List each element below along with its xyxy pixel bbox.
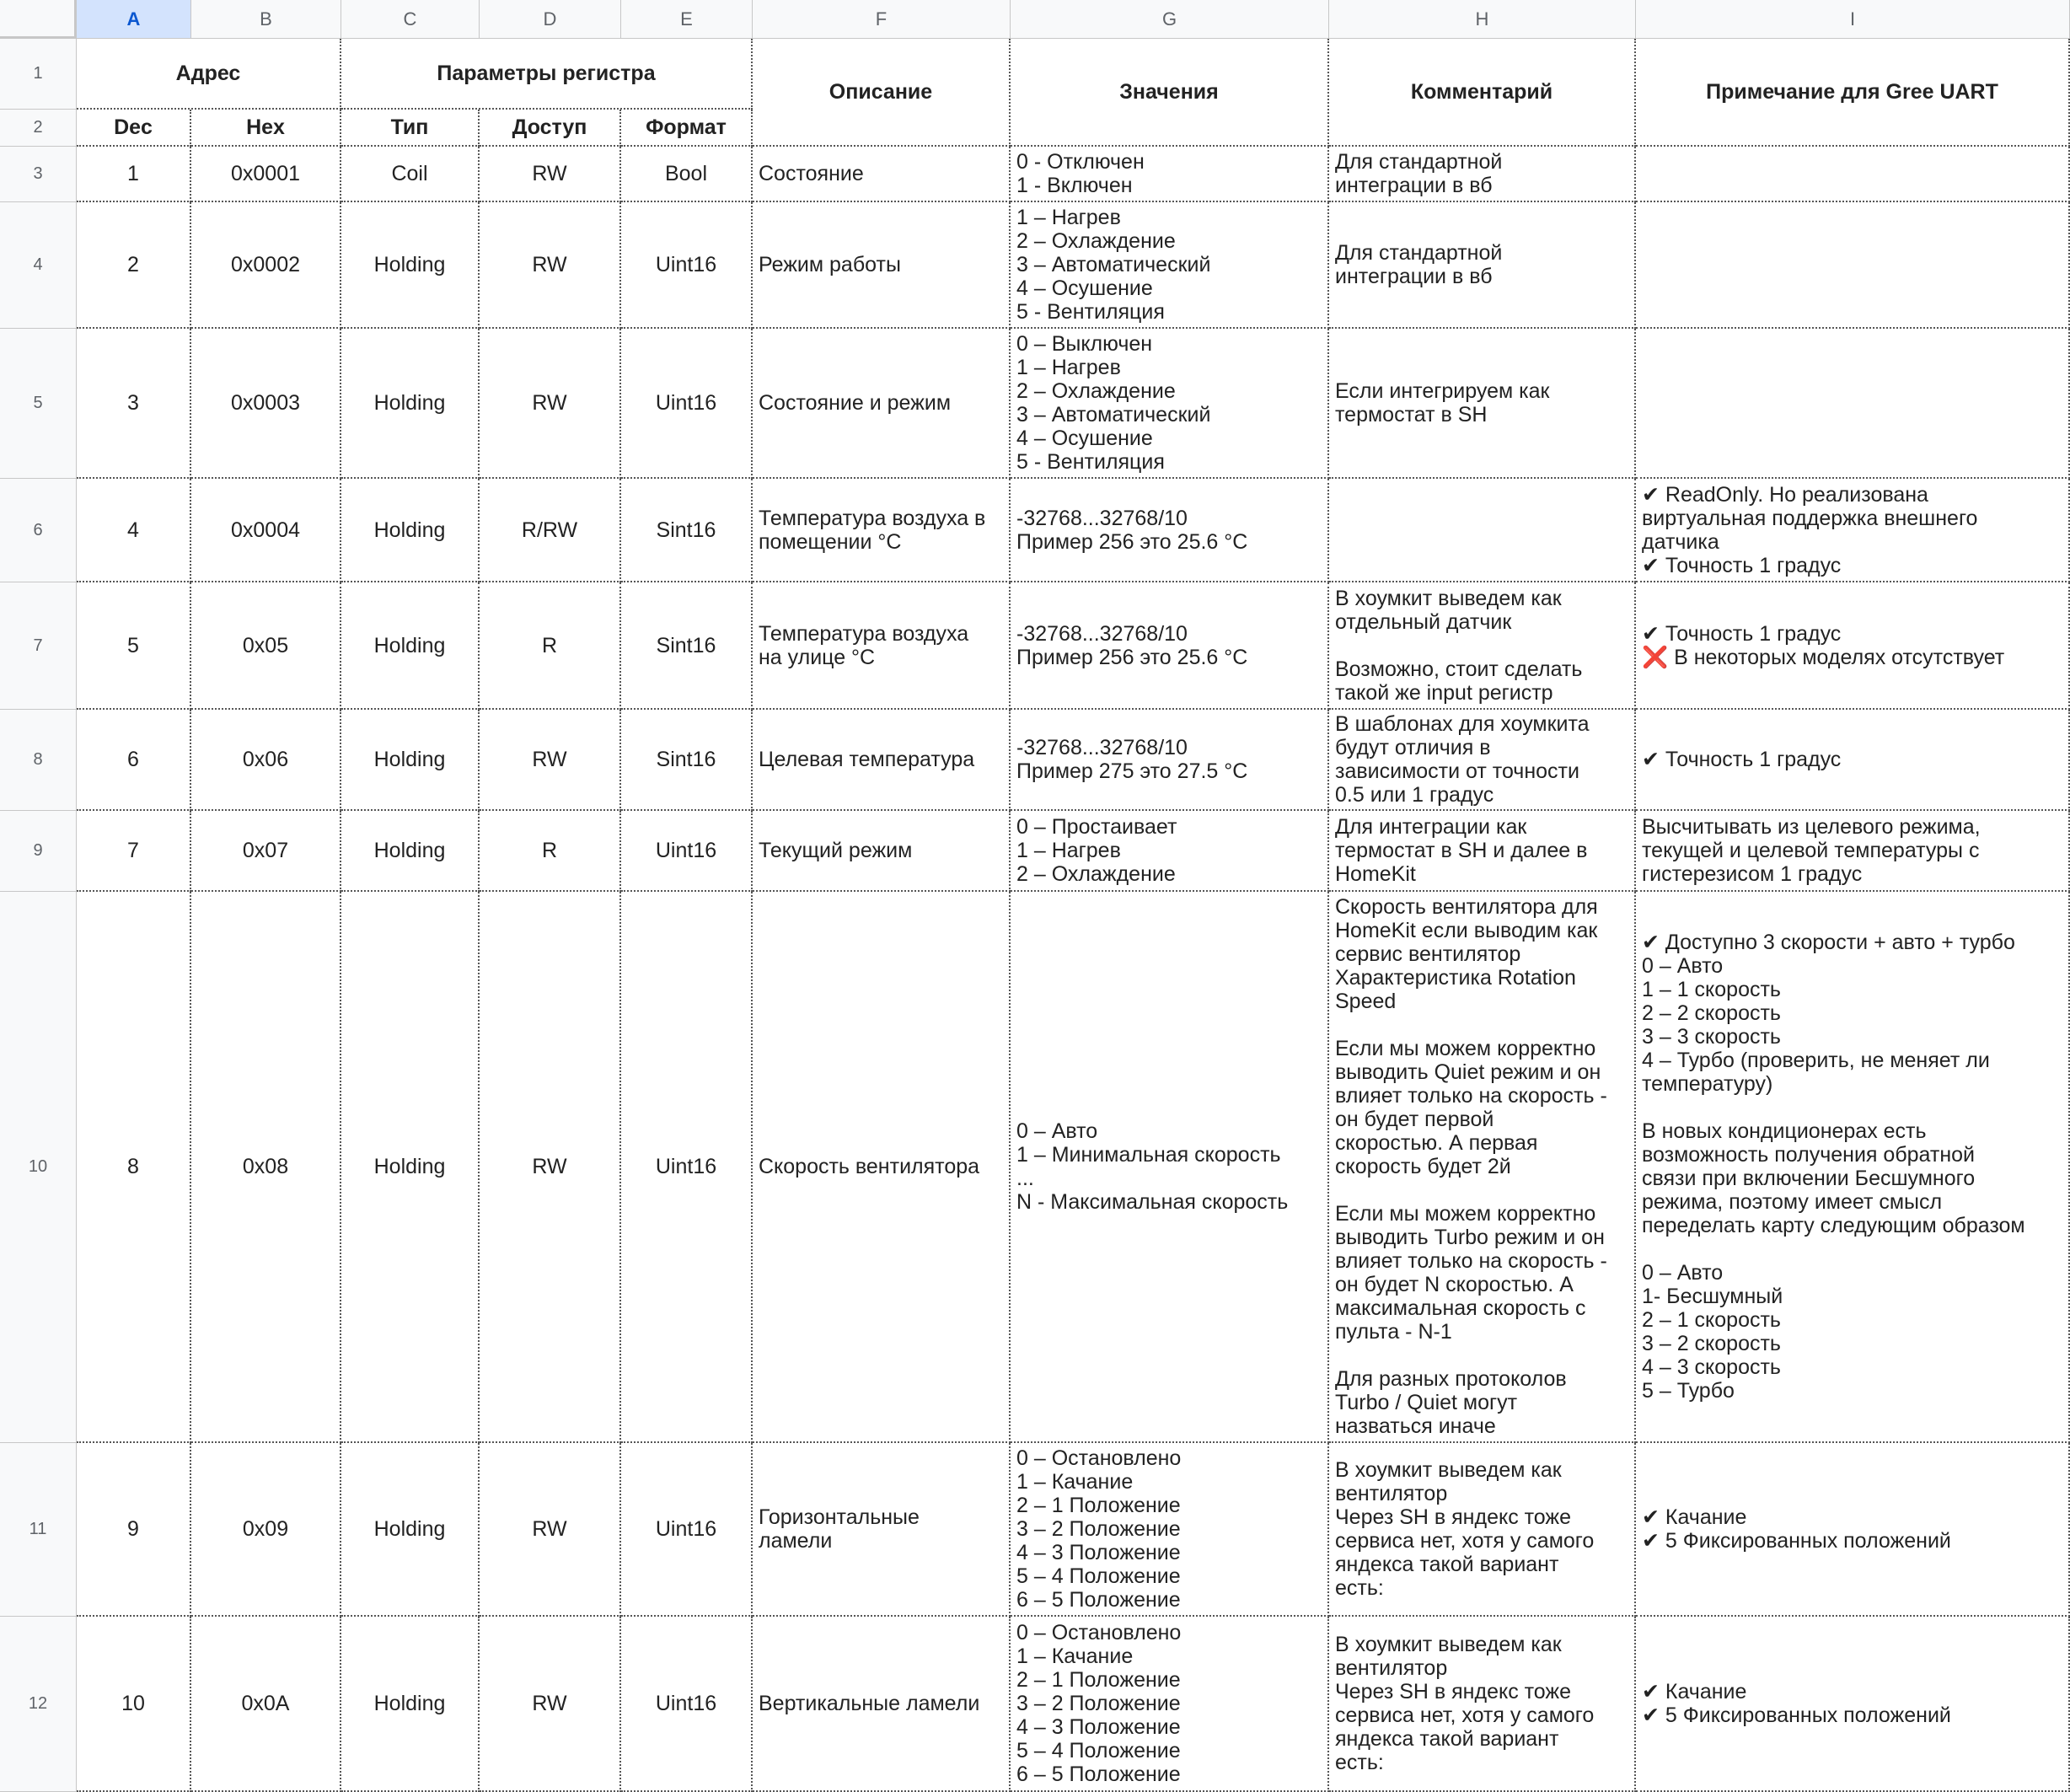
cell-access-row5[interactable] — [480, 329, 621, 479]
cell-format-row10[interactable] — [621, 892, 753, 1443]
cell-dec-row11[interactable] — [77, 1443, 191, 1617]
header-format[interactable] — [621, 110, 753, 147]
cell-desc-row7-text: Температура воздуха на улице °С — [759, 621, 969, 669]
cell-hex-row9-text: 0x07 — [242, 839, 289, 862]
row-header-12[interactable]: 12 — [0, 1617, 77, 1792]
cell-note-row11-text: ✔ Качание ✔ 5 Фиксированных положений — [1642, 1505, 1951, 1553]
cell-values-row6[interactable] — [1011, 479, 1329, 582]
row-header-4[interactable]: 4 — [0, 202, 77, 329]
cell-hex-row7-text: 0x05 — [242, 633, 289, 657]
cell-type-row9[interactable] — [341, 811, 480, 892]
cell-hex-row6-text: 0x0004 — [230, 518, 301, 542]
cell-values-row11-text: 0 – Остановлено 1 – Качание 2 – 1 Положение 3 – 2 Положение 4 – 3 Положение 5 – 4 Положение 6 – 5 Положение — [1016, 1446, 1182, 1612]
cell-format-row5[interactable] — [621, 329, 753, 479]
row-header-5[interactable]: 5 — [0, 329, 77, 479]
header-register-params-text: Параметры регистра — [437, 62, 656, 85]
cell-values-row6-text: -32768...32768/10 Пример 256 это 25.6 °С — [1016, 506, 1248, 554]
cell-type-row11[interactable] — [341, 1443, 480, 1617]
cell-desc-row4[interactable] — [753, 202, 1011, 329]
cell-comment-row9-text: Для интеграции как термостат в SH и далее в HomeKit — [1335, 815, 1588, 886]
cell-desc-row9-text: Текущий режим — [759, 839, 913, 862]
cell-dec-row4[interactable] — [77, 202, 191, 329]
cell-note-row8-text: ✔ Точность 1 градус — [1642, 748, 1842, 771]
cell-comment-row7-text: В хоумкит выведем как отдельный датчик Возможно, стоит сделать такой же input регистр — [1335, 586, 1583, 705]
cell-access-row8-text: RW — [532, 748, 567, 771]
cell-hex-row9[interactable] — [191, 811, 341, 892]
cell-dec-row7-text: 5 — [127, 633, 139, 657]
header-comment-text: Комментарий — [1410, 80, 1553, 104]
cell-desc-row10-text: Скорость вентилятора — [759, 1155, 980, 1178]
cell-hex-row12[interactable] — [191, 1617, 341, 1792]
cell-desc-row3[interactable] — [753, 147, 1011, 202]
cell-dec-row12-text: 10 — [121, 1692, 145, 1715]
cell-type-row10[interactable] — [341, 892, 480, 1443]
cell-hex-row10[interactable] — [191, 892, 341, 1443]
cell-desc-row12-text: Вертикальные ламели — [759, 1692, 980, 1715]
cell-desc-row6[interactable] — [753, 479, 1011, 582]
cell-access-row6[interactable] — [480, 479, 621, 582]
cell-access-row9[interactable] — [480, 811, 621, 892]
header-gree-note-text: Примечание для Gree UART — [1706, 80, 1998, 104]
cell-values-row4[interactable] — [1011, 202, 1329, 329]
cell-dec-row6[interactable] — [77, 479, 191, 582]
cell-access-row7-text: R — [541, 633, 558, 657]
row-header-7[interactable]: 7 — [0, 582, 77, 710]
cell-note-row12[interactable] — [1636, 1617, 2070, 1792]
header-type[interactable] — [341, 110, 480, 147]
cell-access-row12[interactable] — [480, 1617, 621, 1792]
column-header-h[interactable]: H — [1329, 0, 1636, 39]
cell-access-row10[interactable] — [480, 892, 621, 1443]
cell-desc-row12[interactable] — [753, 1617, 1011, 1792]
cell-dec-row10[interactable] — [77, 892, 191, 1443]
cell-desc-row5-text: Состояние и режим — [759, 391, 952, 415]
cell-comment-row12-text: В хоумкит выведем как вентилятор Через SH в яндекс тоже сервиса нет, хотя у самого яндекса такой вариант есть: — [1335, 1633, 1595, 1774]
cell-values-row5-text: 0 – Выключен 1 – Нагрев 2 – Охлаждение 3 – Автоматический 4 – Осушение 5 - Вентиляция — [1016, 332, 1211, 474]
column-header-i[interactable]: I — [1636, 0, 2070, 39]
header-access[interactable] — [480, 110, 621, 147]
cell-type-row8[interactable] — [341, 710, 480, 811]
cell-desc-row11[interactable] — [753, 1443, 1011, 1617]
cell-format-row4-text: Uint16 — [655, 253, 717, 276]
cell-access-row10-text: RW — [532, 1155, 567, 1178]
cell-type-row7[interactable] — [341, 582, 480, 710]
column-header-b[interactable]: B — [191, 0, 341, 39]
header-format-text: Формат — [646, 115, 727, 139]
cell-desc-row11-text: Горизонтальные ламели — [759, 1505, 920, 1553]
cell-hex-row4[interactable] — [191, 202, 341, 329]
header-comment[interactable] — [1329, 39, 1636, 147]
cell-desc-row5[interactable] — [753, 329, 1011, 479]
column-header-c[interactable]: C — [341, 0, 480, 39]
cell-format-row4[interactable] — [621, 202, 753, 329]
cell-access-row4[interactable] — [480, 202, 621, 329]
cell-note-row9[interactable] — [1636, 811, 2070, 892]
cell-format-row11-text: Uint16 — [655, 1517, 717, 1541]
cell-access-row11-text: RW — [532, 1517, 567, 1541]
cell-type-row12[interactable] — [341, 1617, 480, 1792]
cell-note-row11[interactable] — [1636, 1443, 2070, 1617]
cell-format-row3[interactable] — [621, 147, 753, 202]
cell-comment-row8[interactable] — [1329, 710, 1636, 811]
cell-format-row6[interactable] — [621, 479, 753, 582]
cell-hex-row8-text: 0x06 — [242, 748, 289, 771]
header-access-text: Доступ — [512, 115, 587, 139]
cell-hex-row5-text: 0x0003 — [230, 391, 301, 415]
header-dec-text: Dec — [114, 115, 153, 139]
cell-comment-row3-text: Для стандартной интеграции в вб — [1335, 150, 1503, 197]
cell-values-row12-text: 0 – Остановлено 1 – Качание 2 – 1 Положение 3 – 2 Положение 4 – 3 Положение 5 – 4 Положение 6 – 5 Положение — [1016, 1621, 1182, 1786]
cell-format-row10-text: Uint16 — [655, 1155, 717, 1178]
cell-note-row7[interactable] — [1636, 582, 2070, 710]
cell-note-row10-text: ✔ Доступно 3 скорости + авто + турбо 0 – Авто 1 – 1 скорость 2 – 2 скорость 3 – 3 скорость 4 – Турбо (проверить, не меняет ли температуру) В новых кондиционерах есть возможность получения обратной связи при включении Бесшумного режима, поэтому имеет смысл переделать карту следующим образом 0 – Авто 1- Бесшумный 2 – 1 скорость 3 – 2 скорость 4 – 3 скорость 5 – Турбо — [1642, 931, 2025, 1403]
cell-values-row8[interactable] — [1011, 710, 1329, 811]
header-description[interactable] — [753, 39, 1011, 147]
cell-format-row7[interactable] — [621, 582, 753, 710]
cell-dec-row8[interactable] — [77, 710, 191, 811]
row-header-11[interactable]: 11 — [0, 1443, 77, 1617]
cell-format-row6-text: Sint16 — [656, 518, 716, 542]
cell-comment-row8-text: В шаблонах для хоумкита будут отличия в зависимости от точности 0.5 или 1 градус — [1335, 712, 1590, 807]
cell-note-row8[interactable] — [1636, 710, 2070, 811]
column-header-e[interactable]: E — [621, 0, 753, 39]
cell-dec-row9[interactable] — [77, 811, 191, 892]
cell-type-row5-text: Holding — [373, 391, 446, 415]
cell-format-row3-text: Bool — [664, 162, 708, 185]
cell-type-row12-text: Holding — [373, 1692, 446, 1715]
cell-access-row4-text: RW — [532, 253, 567, 276]
cell-type-row8-text: Holding — [373, 748, 446, 771]
header-gree-note[interactable] — [1636, 39, 2070, 147]
cell-values-row10[interactable] — [1011, 892, 1329, 1443]
row-header-6[interactable]: 6 — [0, 479, 77, 582]
cell-type-row5[interactable] — [341, 329, 480, 479]
header-register-params[interactable] — [341, 39, 753, 110]
cell-desc-row7[interactable] — [753, 582, 1011, 710]
cell-format-row9[interactable] — [621, 811, 753, 892]
cell-dec-row11-text: 9 — [127, 1517, 139, 1541]
cell-hex-row3-text: 0x0001 — [230, 162, 301, 185]
cell-values-row3[interactable] — [1011, 147, 1329, 202]
cell-values-row10-text: 0 – Авто 1 – Минимальная скорость ... N - Максимальная скорость — [1016, 1119, 1289, 1214]
cell-dec-row5[interactable] — [77, 329, 191, 479]
cell-format-row9-text: Uint16 — [655, 839, 717, 862]
header-address[interactable] — [77, 39, 341, 110]
cell-access-row7[interactable] — [480, 582, 621, 710]
cell-hex-row12-text: 0x0A — [241, 1692, 290, 1715]
select-all-corner[interactable] — [0, 0, 77, 39]
cell-access-row5-text: RW — [532, 391, 567, 415]
cell-desc-row8-text: Целевая температура — [759, 748, 975, 771]
cell-note-row7-text: ✔ Точность 1 градус ❌ В некоторых моделях отсутствует — [1642, 621, 2005, 669]
cell-access-row8[interactable] — [480, 710, 621, 811]
cell-access-row9-text: R — [541, 839, 558, 862]
cell-note-row6-text: ✔ ReadOnly. Но реализована виртуальная поддержка внешнего датчика ✔ Точность 1 градус — [1642, 482, 1978, 577]
cell-note-row4[interactable] — [1636, 202, 2070, 329]
cell-note-row10[interactable] — [1636, 892, 2070, 1443]
cell-type-row6-text: Holding — [373, 518, 446, 542]
cell-format-row12[interactable] — [621, 1617, 753, 1792]
cell-desc-row3-text: Состояние — [759, 162, 864, 185]
cell-desc-row9[interactable] — [753, 811, 1011, 892]
column-header-a[interactable]: A — [77, 0, 191, 39]
cell-dec-row6-text: 4 — [127, 518, 139, 542]
header-values[interactable] — [1011, 39, 1329, 147]
cell-comment-row9[interactable] — [1329, 811, 1636, 892]
cell-dec-row4-text: 2 — [127, 253, 139, 276]
cell-type-row7-text: Holding — [373, 633, 446, 657]
row-header-1[interactable]: 1 — [0, 39, 77, 110]
cell-desc-row10[interactable] — [753, 892, 1011, 1443]
cell-hex-row5[interactable] — [191, 329, 341, 479]
cell-format-row8[interactable] — [621, 710, 753, 811]
cell-comment-row10-text: Скорость вентилятора для HomeKit если выводим как сервис вентилятор Характеристика Rotation Speed Если мы можем корректно выводить Quiet режим и он влияет только на скорость - он будет первой скоростью. А первая скорость будет 2й Если мы можем корректно выводить Turbo режим и он влияет только на скорость - он будет N скоростью. А максимальная скорость с пульта - N-1 Для разных протоколов Turbo / Quiet могут назваться иначе — [1335, 895, 1607, 1438]
cell-values-row12[interactable] — [1011, 1617, 1329, 1792]
cell-note-row12-text: ✔ Качание ✔ 5 Фиксированных положений — [1642, 1680, 1951, 1727]
cell-type-row3-text: Coil — [391, 162, 428, 185]
cell-type-row9-text: Holding — [373, 839, 446, 862]
cell-values-row7[interactable] — [1011, 582, 1329, 710]
cell-dec-row3[interactable] — [77, 147, 191, 202]
cell-dec-row5-text: 3 — [127, 391, 139, 415]
cell-hex-row6[interactable] — [191, 479, 341, 582]
cell-comment-row4[interactable] — [1329, 202, 1636, 329]
row-header-3[interactable]: 3 — [0, 147, 77, 202]
cell-comment-row5-text: Если интегрируем как термостат в SH — [1335, 379, 1550, 427]
cell-dec-row9-text: 7 — [127, 839, 139, 862]
cell-comment-row12[interactable] — [1329, 1617, 1636, 1792]
cell-comment-row3[interactable] — [1329, 147, 1636, 202]
column-header-f[interactable]: F — [753, 0, 1011, 39]
cell-access-row3[interactable] — [480, 147, 621, 202]
cell-format-row5-text: Uint16 — [655, 391, 717, 415]
cell-comment-row11[interactable] — [1329, 1443, 1636, 1617]
header-dec[interactable] — [77, 110, 191, 147]
cell-comment-row6[interactable] — [1329, 479, 1636, 582]
cell-hex-row7[interactable] — [191, 582, 341, 710]
cell-hex-row11-text: 0x09 — [242, 1517, 289, 1541]
cell-access-row3-text: RW — [532, 162, 567, 185]
cell-comment-row10[interactable] — [1329, 892, 1636, 1443]
cell-access-row6-text: R/RW — [521, 518, 578, 542]
cell-dec-row8-text: 6 — [127, 748, 139, 771]
cell-type-row11-text: Holding — [373, 1517, 446, 1541]
cell-values-row3-text: 0 - Отключен 1 - Включен — [1016, 150, 1145, 197]
header-values-text: Значения — [1119, 80, 1219, 104]
cell-values-row7-text: -32768...32768/10 Пример 256 это 25.6 °С — [1016, 621, 1248, 669]
cell-type-row6[interactable] — [341, 479, 480, 582]
cell-comment-row11-text: В хоумкит выведем как вентилятор Через SH в яндекс тоже сервиса нет, хотя у самого яндекса такой вариант есть: — [1335, 1458, 1595, 1600]
header-hex-text: Hex — [246, 115, 285, 139]
cell-access-row11[interactable] — [480, 1443, 621, 1617]
row-header-8[interactable]: 8 — [0, 710, 77, 811]
cell-hex-row11[interactable] — [191, 1443, 341, 1617]
cell-format-row12-text: Uint16 — [655, 1692, 717, 1715]
cell-type-row4-text: Holding — [373, 253, 446, 276]
cell-values-row8-text: -32768...32768/10 Пример 275 это 27.5 °С — [1016, 736, 1248, 783]
cell-comment-row5[interactable] — [1329, 329, 1636, 479]
cell-desc-row4-text: Режим работы — [759, 253, 901, 276]
header-address-text: Адрес — [175, 62, 241, 85]
cell-format-row7-text: Sint16 — [656, 633, 716, 657]
cell-format-row8-text: Sint16 — [656, 748, 716, 771]
cell-dec-row3-text: 1 — [127, 162, 139, 185]
cell-values-row11[interactable] — [1011, 1443, 1329, 1617]
cell-hex-row8[interactable] — [191, 710, 341, 811]
cell-values-row5[interactable] — [1011, 329, 1329, 479]
cell-values-row9-text: 0 – Простаивает 1 – Нагрев 2 – Охлаждение — [1016, 815, 1177, 886]
cell-dec-row10-text: 8 — [127, 1155, 139, 1178]
cell-dec-row7[interactable] — [77, 582, 191, 710]
cell-desc-row8[interactable] — [753, 710, 1011, 811]
cell-type-row3[interactable] — [341, 147, 480, 202]
header-hex[interactable] — [191, 110, 341, 147]
cell-note-row6[interactable] — [1636, 479, 2070, 582]
cell-hex-row10-text: 0x08 — [242, 1155, 289, 1178]
cell-hex-row3[interactable] — [191, 147, 341, 202]
cell-type-row10-text: Holding — [373, 1155, 446, 1178]
cell-desc-row6-text: Температура воздуха в помещении °С — [759, 506, 986, 554]
cell-comment-row7[interactable] — [1329, 582, 1636, 710]
column-header-d[interactable]: D — [480, 0, 621, 39]
cell-access-row12-text: RW — [532, 1692, 567, 1715]
cell-dec-row12[interactable] — [77, 1617, 191, 1792]
cell-format-row11[interactable] — [621, 1443, 753, 1617]
cell-note-row9-text: Высчитывать из целевого режима, текущей и целевой температуры с гистерезисом 1 градус — [1642, 815, 1981, 886]
cell-type-row4[interactable] — [341, 202, 480, 329]
cell-comment-row4-text: Для стандартной интеграции в вб — [1335, 241, 1503, 288]
cell-values-row4-text: 1 – Нагрев 2 – Охлаждение 3 – Автоматический 4 – Осушение 5 - Вентиляция — [1016, 206, 1211, 324]
cell-values-row9[interactable] — [1011, 811, 1329, 892]
row-header-9[interactable]: 9 — [0, 811, 77, 892]
row-header-2[interactable]: 2 — [0, 110, 77, 147]
header-description-text: Описание — [829, 80, 933, 104]
row-header-10[interactable]: 10 — [0, 892, 77, 1443]
header-type-text: Тип — [390, 115, 429, 139]
cell-hex-row4-text: 0x0002 — [230, 253, 301, 276]
cell-note-row5[interactable] — [1636, 329, 2070, 479]
column-header-g[interactable]: G — [1011, 0, 1329, 39]
cell-note-row3[interactable] — [1636, 147, 2070, 202]
